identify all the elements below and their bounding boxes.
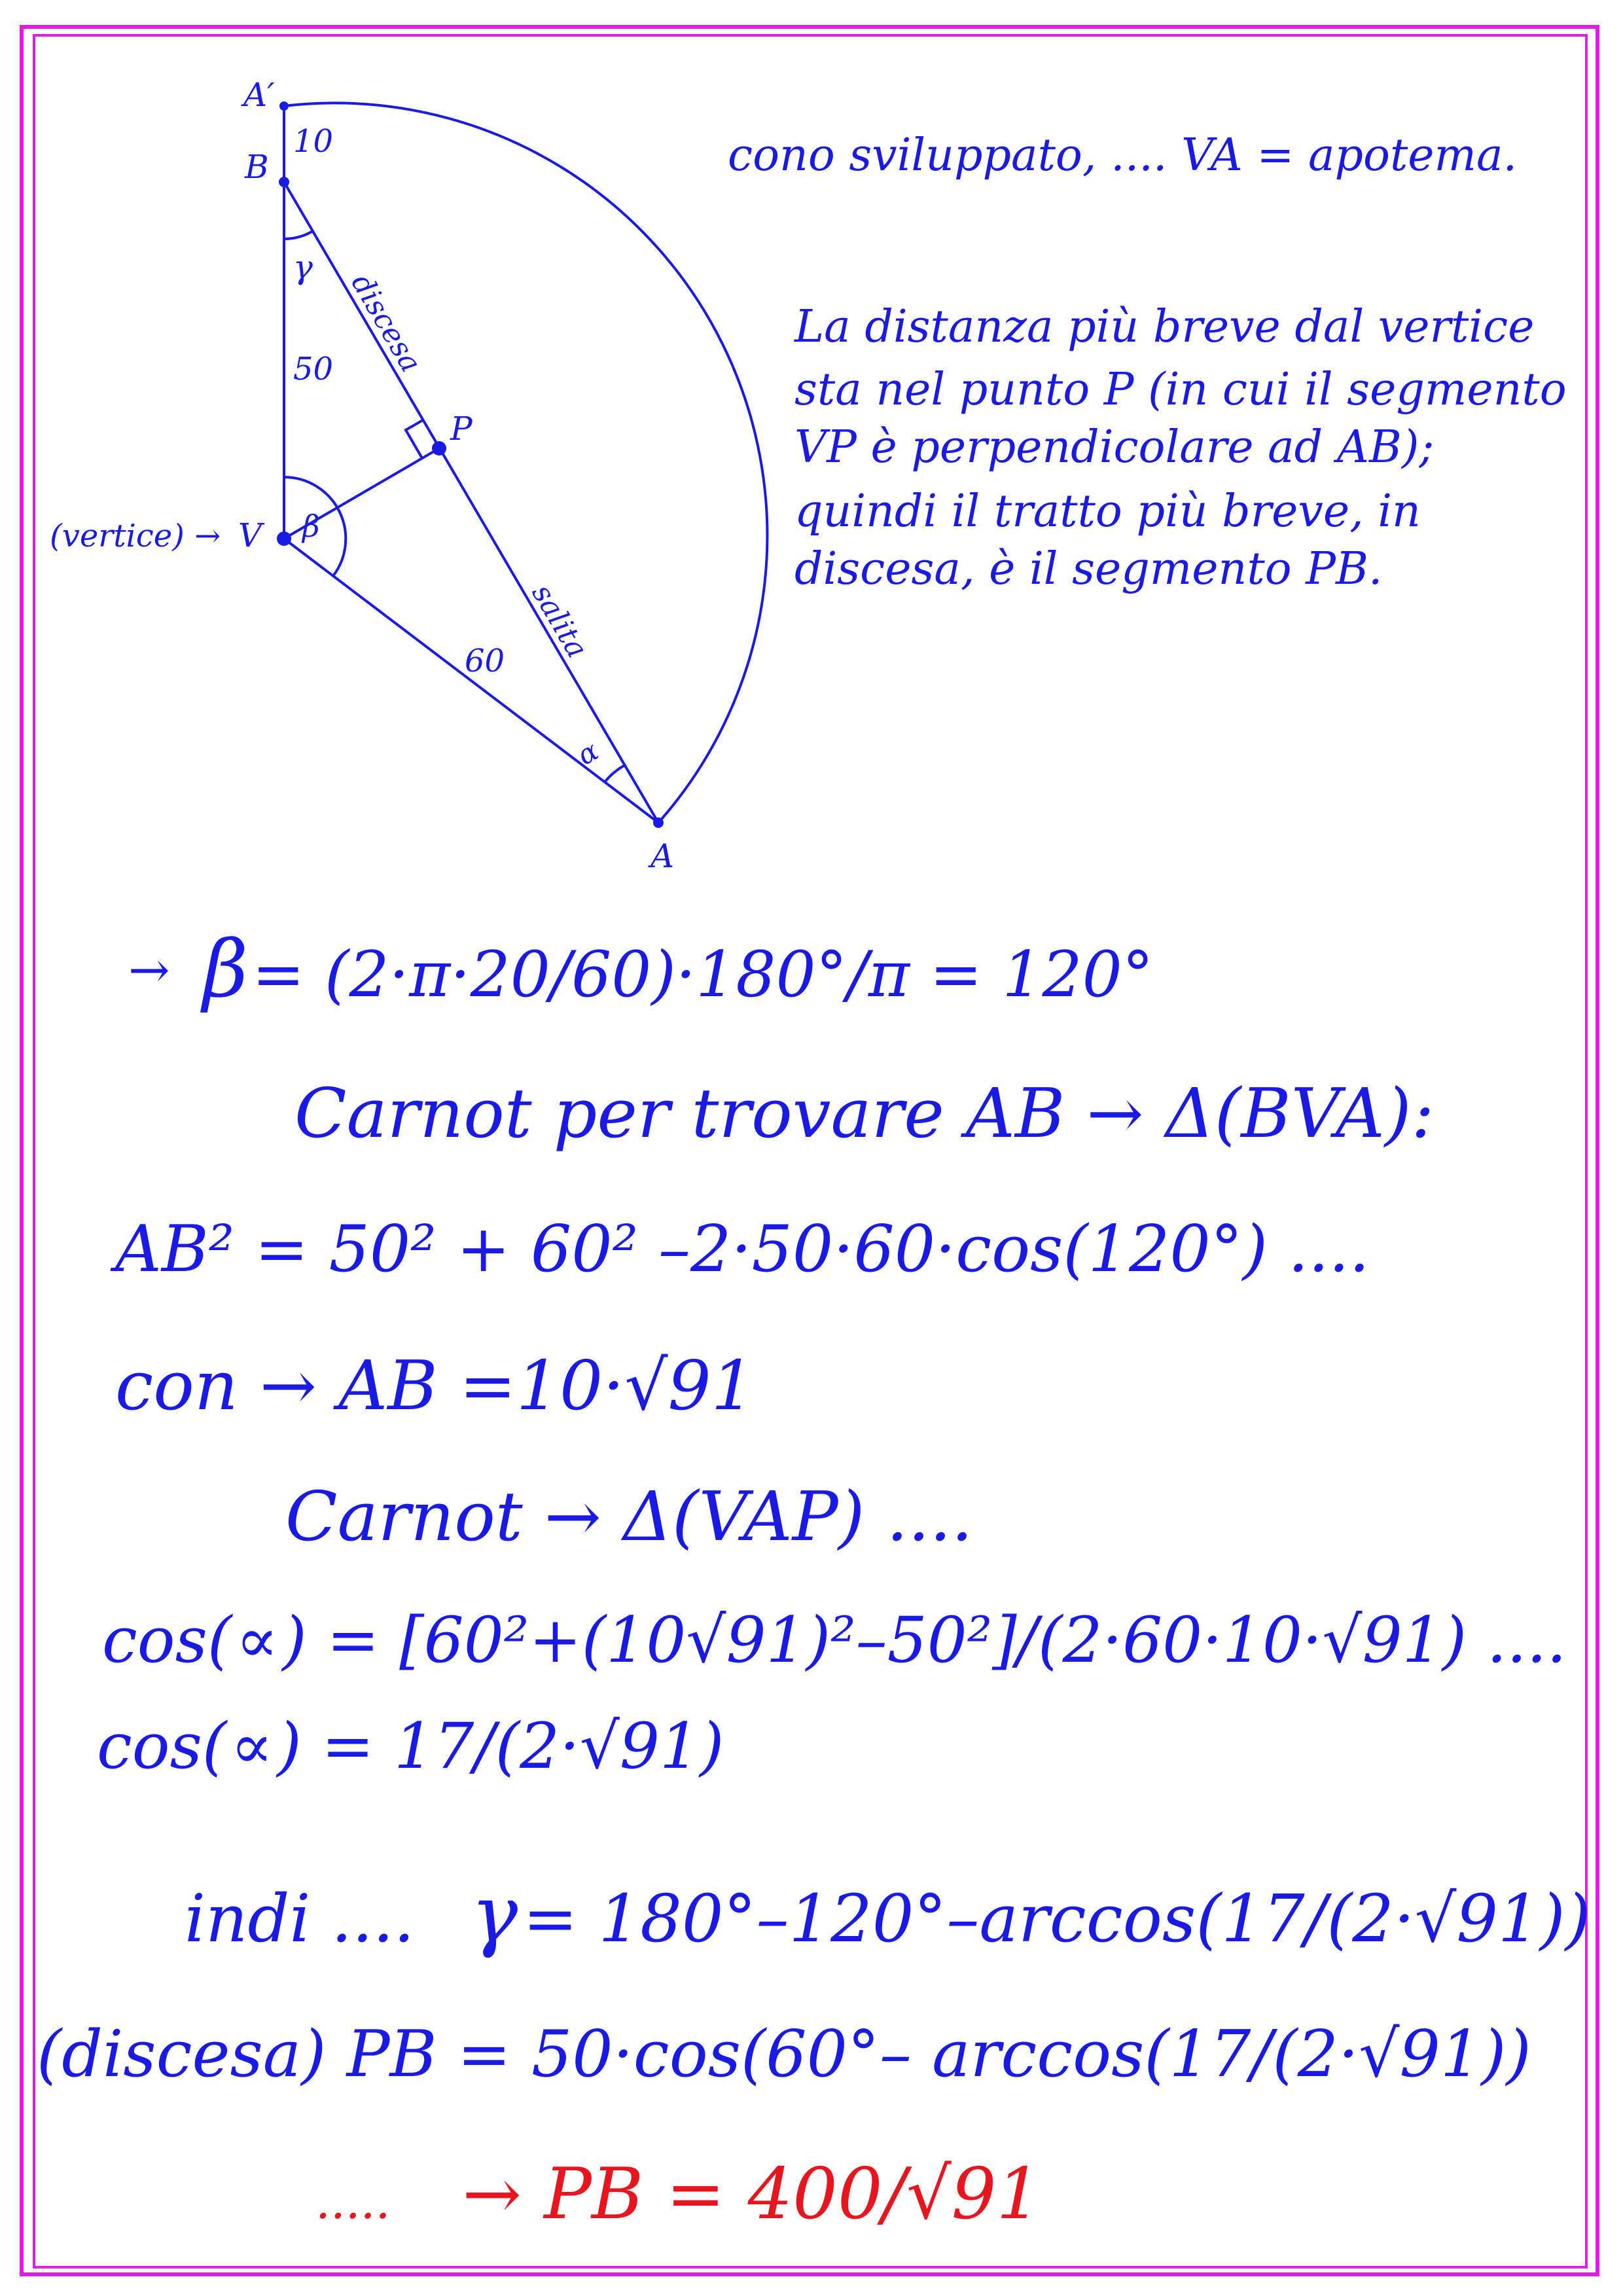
point-v (277, 531, 291, 546)
final-result (315, 2153, 1041, 2235)
cone-arc (284, 103, 767, 823)
cos-alpha-prefix: cos( (102, 1604, 232, 1677)
gamma-equation-text: = 180°–120°–arccos(17/(2·√91)) (523, 1880, 1591, 1957)
gamma-arc (284, 231, 313, 239)
point-b (279, 177, 289, 187)
final-dots: ..... (315, 2174, 391, 2229)
explanation-line: sta nel punto P (in cui il segmento (794, 364, 1567, 416)
alpha-symbol: ∝ (230, 1710, 274, 1783)
segment-b-a (284, 182, 658, 823)
length-a-prime-b: 10 (293, 123, 334, 160)
point-a-prime (279, 101, 289, 111)
length-v-a: 60 (465, 643, 505, 679)
carnot-bva-heading: Carnot per trovare AB → Δ(BVA): (294, 1073, 1435, 1153)
gamma-equation (185, 1869, 1591, 1960)
segment-v-a (284, 539, 658, 823)
label-ascent: salita (525, 578, 594, 664)
label-p: P (450, 410, 473, 448)
cos-alpha-result (97, 1710, 724, 1783)
alpha-arc (605, 765, 625, 782)
beta-arrow: → (128, 941, 170, 999)
gamma-symbol: γ (471, 1869, 518, 1960)
indi-label: indi .... (185, 1880, 415, 1957)
beta-equation-text: = (2·π·20/60)·180°/π = 120° (252, 938, 1154, 1011)
label-v: V (238, 516, 262, 554)
point-p (432, 441, 446, 456)
cos-alpha-suffix: ) = 17/(2·√91) (277, 1710, 724, 1783)
label-a: A (651, 837, 675, 875)
ab-squared-equation: AB² = 50² + 60² –2·50·60·cos(120°) .... (115, 1212, 1370, 1287)
final-equation: → PB = 400/√91 (462, 2153, 1042, 2235)
pb-equation: (discesa) PB = 50·cos(60°– arccos(17/(2·√91)) (37, 2017, 1531, 2092)
explanation-line: discesa, è il segmento PB. (794, 543, 1383, 595)
length-b-v: 50 (293, 351, 334, 387)
ab-result: con → AB =10·√91 (115, 1346, 755, 1426)
explanation-line: La distanza più breve dal vertice (794, 301, 1535, 353)
angle-beta-label: β (302, 509, 320, 544)
label-a-prime: A′ (243, 76, 275, 114)
cos-alpha-prefix: cos( (97, 1710, 227, 1783)
beta-equation (128, 924, 1154, 1015)
explanation-line: quindi il tratto più breve, in (794, 486, 1421, 537)
explanation-line: VP è perpendicolare ad AB); (794, 422, 1435, 473)
label-vertex: (vertice) → (50, 518, 221, 554)
cos-alpha-suffix: ) = [60²+(10√91)²–50²]/(2·60·10·√91) .... (282, 1604, 1567, 1677)
right-angle-marker (406, 420, 423, 458)
angle-alpha-label: α (571, 734, 604, 772)
note-title: cono sviluppato, .... VA = apotema. (728, 130, 1518, 181)
cos-alpha-equation (102, 1604, 1567, 1677)
alpha-symbol: ∝ (236, 1604, 279, 1677)
label-b: B (245, 148, 269, 186)
angle-gamma-label: γ (293, 248, 313, 286)
beta-symbol: β (202, 924, 249, 1015)
point-a (653, 817, 664, 828)
label-descent: discesa (344, 268, 428, 378)
carnot-vap-heading: Carnot → Δ(VAP) .... (285, 1477, 973, 1556)
